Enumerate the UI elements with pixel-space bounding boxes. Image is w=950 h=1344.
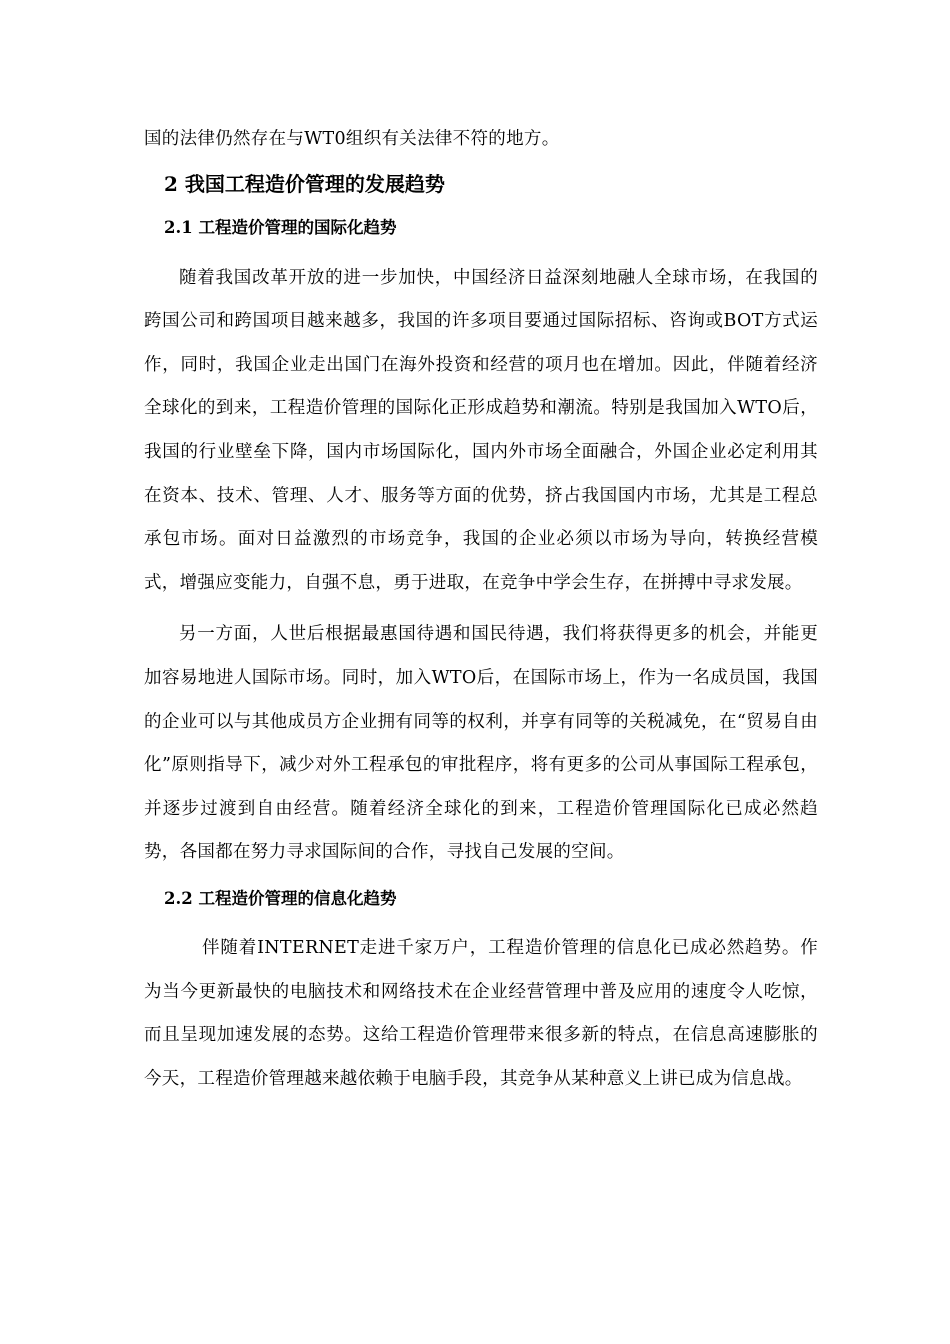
document-body — [144, 118, 818, 1101]
intro-line: 国的法律仍然存在与WT0组织有关法律不符的地方。 — [144, 129, 560, 149]
subsection-title-internationalization: 2.1 工程造价管理的国际化趋势 — [164, 217, 397, 237]
section-title: 2 我国工程造价管理的发展趋势 — [164, 171, 445, 196]
paragraph-internationalization-1: 随着我国改革开放的进一步加快，中国经济日益深刻地融人全球市场，在我国的跨国公司和跨国项目越来越多，我国的许多项目要通过国际招标、咨询或BOT方式运作，同时，我国企业走出国门在海外投资和经营的项月也在增加。因此，伴随着经济全球化的到来，工程造价管理的国际化正形成趋势和潮流。特别是我国加入WTO后，我国的行业壁垒下降，国内市场国际化，国内外市场全面融合，外国企业必定利用其在资本、技术、管理、人才、服务等方面的优势，挤占我国国内市场，尤其是工程总承包市场。面对日益激烈的市场竞争，我国的企业必须以市场为导向，转换经营模式，增强应变能力，自强不息，勇于进取，在竞争中学会生存，在拼搏中寻求发展。 — [144, 267, 818, 593]
paragraph-internationalization-2: 另一方面，人世后根据最惠国待遇和国民待遇，我们将获得更多的机会，并能更加容易地进人国际市场。同时，加入WTO后，在国际市场上，作为一名成员国，我国的企业可以与其他成员方企业拥有同等的权利，并享有同等的关税减免，在“贸易自由化”原则指导下，减少对外工程承包的审批程序，将有更多的公司从事国际工程承包，并逐步过渡到自由经营。随着经济全球化的到来，工程造价管理国际化已成必然趋势，各国都在努力寻求国际间的合作，寻找自己发展的空间。 — [144, 624, 818, 863]
paragraph-spacer — [144, 605, 818, 613]
subsection-title-informatization: 2.2 工程造价管理的信息化趋势 — [164, 888, 397, 908]
paragraph-informatization-1: 伴随着INTERNET走进千家万户，工程造价管理的信息化已成必然趋势。作为当今更新最快的电脑技术和网络技术在企业经营管理中普及应用的速度令人吃惊，而且呈现加速发展的态势。这给工程造价管理带来很多新的特点，在信息高速膨胀的今天，工程造价管理越来越依赖于电脑手段，其竞争从某种意义上讲已成为信息战。 — [144, 937, 818, 1089]
